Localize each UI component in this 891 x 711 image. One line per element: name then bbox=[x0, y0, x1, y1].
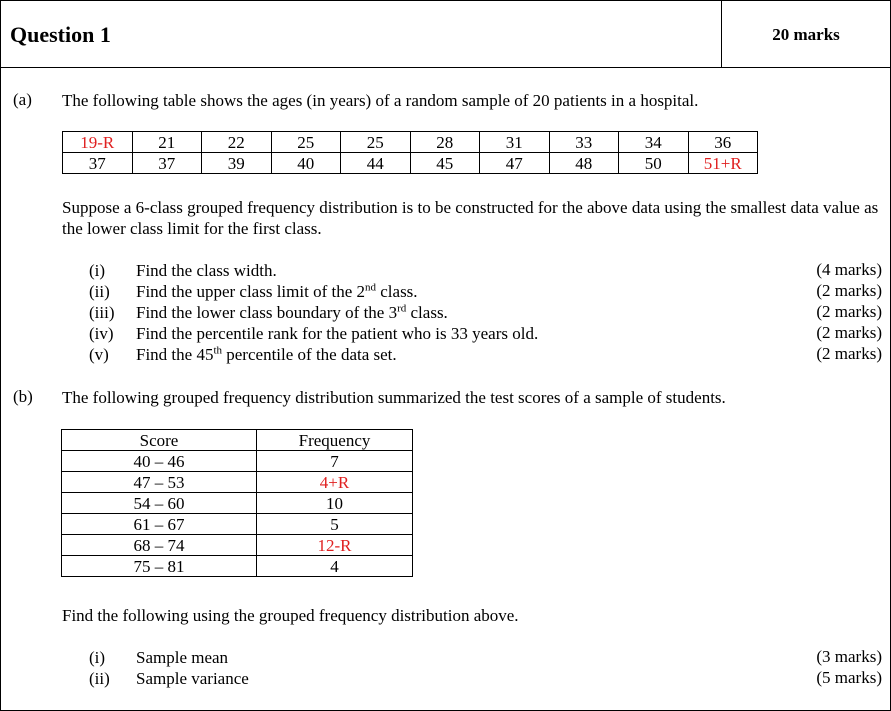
ordinal-suffix: nd bbox=[365, 281, 376, 294]
table-cell: 47 bbox=[480, 153, 550, 174]
table-cell: 36 bbox=[688, 132, 758, 153]
table-cell: 45 bbox=[410, 153, 480, 174]
question-number: (iii) bbox=[89, 303, 115, 322]
table-cell: 47 – 53 bbox=[62, 472, 257, 493]
column-header-frequency: Frequency bbox=[257, 430, 413, 451]
question-marks: (2 marks) bbox=[816, 281, 882, 300]
table-row bbox=[62, 493, 413, 514]
part-a-label: (a) bbox=[13, 90, 32, 109]
table-cell: 19-R bbox=[63, 132, 133, 153]
question-number: (ii) bbox=[89, 669, 110, 688]
question-number: (ii) bbox=[89, 282, 110, 301]
question-text: class. bbox=[376, 282, 418, 301]
frequency-table bbox=[61, 429, 413, 577]
question-number: (i) bbox=[89, 261, 106, 280]
question-marks: (4 marks) bbox=[816, 260, 882, 279]
table-cell: 10 bbox=[257, 493, 413, 514]
table-cell: 12-R bbox=[257, 535, 413, 556]
table-cell: 33 bbox=[549, 132, 619, 153]
table-cell: 5 bbox=[257, 514, 413, 535]
part-b-instruction: Find the following using the grouped frequency distribution above. bbox=[62, 606, 519, 625]
table-cell: 54 – 60 bbox=[62, 493, 257, 514]
column-header-score: Score bbox=[62, 430, 257, 451]
question-marks: (3 marks) bbox=[816, 647, 882, 666]
table-cell: 7 bbox=[257, 451, 413, 472]
part-b-intro: The following grouped frequency distribution summarized the test scores of a sample of students. bbox=[62, 388, 726, 407]
table-row bbox=[62, 451, 413, 472]
question-marks: (2 marks) bbox=[816, 323, 882, 342]
question-text: Find the upper class limit of the 2 bbox=[136, 282, 365, 301]
question-item bbox=[89, 344, 397, 365]
question-marks: (2 marks) bbox=[816, 344, 882, 363]
table-cell: 37 bbox=[63, 153, 133, 174]
question-text: percentile of the data set. bbox=[222, 345, 397, 364]
question-item bbox=[89, 668, 249, 689]
table-cell: 4+R bbox=[257, 472, 413, 493]
question-item bbox=[89, 647, 228, 668]
question-item bbox=[89, 260, 277, 281]
table-cell: 22 bbox=[202, 132, 272, 153]
table-cell: 28 bbox=[410, 132, 480, 153]
part-a-intro: The following table shows the ages (in years) of a random sample of 20 patients in a hospital. bbox=[62, 91, 699, 110]
question-marks: (2 marks) bbox=[816, 302, 882, 321]
part-b-label: (b) bbox=[13, 387, 33, 406]
table-row bbox=[62, 556, 413, 577]
table-cell: 21 bbox=[132, 132, 202, 153]
part-a-instruction: Suppose a 6-class grouped frequency distribution is to be constructed for the above data using the smallest data value as the lower class limit for the first class. bbox=[62, 198, 879, 238]
table-cell: 75 – 81 bbox=[62, 556, 257, 577]
question-marks: (5 marks) bbox=[816, 668, 882, 687]
question-item bbox=[89, 302, 448, 323]
table-cell: 51+R bbox=[688, 153, 758, 174]
table-cell: 40 bbox=[271, 153, 341, 174]
table-row bbox=[62, 472, 413, 493]
question-text: Find the percentile rank for the patient who is 33 years old. bbox=[136, 324, 539, 343]
question-text: class. bbox=[406, 303, 448, 322]
table-cell: 39 bbox=[202, 153, 272, 174]
ages-table bbox=[62, 131, 758, 174]
question-text: Sample variance bbox=[136, 669, 249, 688]
table-row bbox=[62, 535, 413, 556]
ordinal-suffix: rd bbox=[397, 302, 407, 315]
total-marks: 20 marks bbox=[772, 25, 840, 44]
table-cell: 25 bbox=[271, 132, 341, 153]
table-cell: 48 bbox=[549, 153, 619, 174]
question-text: Find the class width. bbox=[136, 261, 277, 280]
question-text: Find the lower class boundary of the 3 bbox=[136, 303, 398, 322]
table-row bbox=[63, 132, 758, 153]
table-row bbox=[62, 514, 413, 535]
question-number: (v) bbox=[89, 345, 109, 364]
question-text: Sample mean bbox=[136, 648, 229, 667]
table-cell: 25 bbox=[341, 132, 411, 153]
table-cell: 31 bbox=[480, 132, 550, 153]
table-cell: 44 bbox=[341, 153, 411, 174]
question-item bbox=[89, 281, 418, 302]
table-header-row bbox=[62, 430, 413, 451]
question-number: (iv) bbox=[89, 324, 114, 343]
question-header bbox=[1, 1, 890, 68]
question-item bbox=[89, 323, 538, 344]
table-cell: 34 bbox=[619, 132, 689, 153]
table-cell: 50 bbox=[619, 153, 689, 174]
question-number: (i) bbox=[89, 648, 106, 667]
table-cell: 68 – 74 bbox=[62, 535, 257, 556]
table-cell: 37 bbox=[132, 153, 202, 174]
table-cell: 4 bbox=[257, 556, 413, 577]
ordinal-suffix: th bbox=[213, 344, 223, 357]
question-text: Find the 45 bbox=[136, 345, 214, 364]
table-cell: 40 – 46 bbox=[62, 451, 257, 472]
table-cell: 61 – 67 bbox=[62, 514, 257, 535]
table-row bbox=[63, 153, 758, 174]
question-title: Question 1 bbox=[10, 22, 111, 47]
